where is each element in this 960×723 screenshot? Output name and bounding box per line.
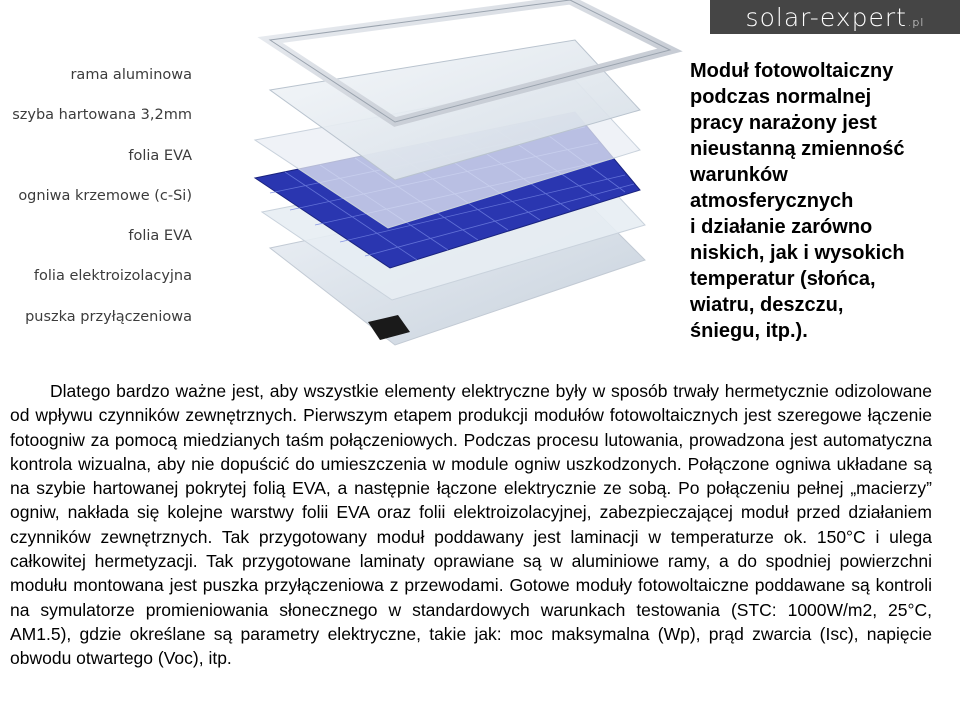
intro-line: temperatur (słońca, <box>690 268 876 290</box>
label-eva-lower: folia EVA <box>128 228 192 244</box>
pv-module-diagram <box>0 0 690 365</box>
label-aluminium-frame: rama aluminowa <box>70 67 192 83</box>
solar-expert-logo <box>710 0 960 34</box>
intro-line: pracy narażony jest <box>690 112 877 134</box>
intro-text <box>690 58 952 344</box>
label-backsheet: folia elektroizolacyjna <box>33 268 192 284</box>
intro-line: i działanie zarówno <box>690 216 873 238</box>
label-junction-box: puszka przyłączeniowa <box>25 309 192 325</box>
intro-line: śniegu, itp.). <box>690 320 808 342</box>
intro-line: niskich, jak i wysokich <box>690 242 905 264</box>
intro-line: atmosferycznych <box>690 190 854 212</box>
intro-line: warunków <box>690 164 788 186</box>
label-tempered-glass: szyba hartowana 3,2mm <box>12 107 192 123</box>
intro-line: podczas normalnej <box>690 86 872 108</box>
body-paragraph: Dlatego bardzo ważne jest, aby wszystkie elementy elektryczne były w sposób trwały hermetycznie odizolowane od wpływu czynników zewnętrznych. Pierwszym etapem produkcji modułów fotowoltaicznych jest szeregowe łączenie fotoogniw za pomocą miedzianych taśm połączeniowych. Podczas procesu lutowania, prowadzona jest automatyczna kontrola wizualna, aby nie dopuścić do umieszczenia w module ogniw uszkodzonych. Połączone ogniwa układane są na szybie hartowanej pokrytej folią EVA, a następnie łączone elektrycznie ze sobą. Po połączeniu pełnej „macierzy” ogniw, nakłada się kolejne warstwy folii EVA oraz folii elektroizolacyjnej, zabezpieczającej moduł przed działaniem czynników zewnętrznych. Tak przygotowany moduł poddawany jest laminacji w temperaturze ok. 150°C i ulega całkowitej hermetyzacji. Tak przygotowane laminaty oprawiane są w aluminiowe ramy, a do spodniej powierzchni modułu montowana jest puszka przyłączeniowa z przewodami. Gotowe moduły fotowoltaiczne poddawane są kontroli na symulatorze promieniowania słonecznego w standardowych warunkach testowania (STC: 1000W/m2, 25°C, AM1.5), gdzie określane są parametry elektryczne, takie jak: moc maksymalna (Wp), prąd zwarcia (Isc), napięcie obwodu otwartego (Voc), itp. <box>10 381 932 669</box>
logo-tld: .pl <box>907 15 925 29</box>
label-silicon-cells: ogniwa krzemowe (c-Si) <box>18 188 192 204</box>
label-eva-upper: folia EVA <box>128 148 192 164</box>
logo-name: solar-expert <box>745 2 907 32</box>
intro-line: wiatru, deszczu, <box>690 294 844 316</box>
intro-line: Moduł fotowoltaiczny <box>690 60 894 82</box>
intro-line: nieustanną zmienność <box>690 138 905 160</box>
